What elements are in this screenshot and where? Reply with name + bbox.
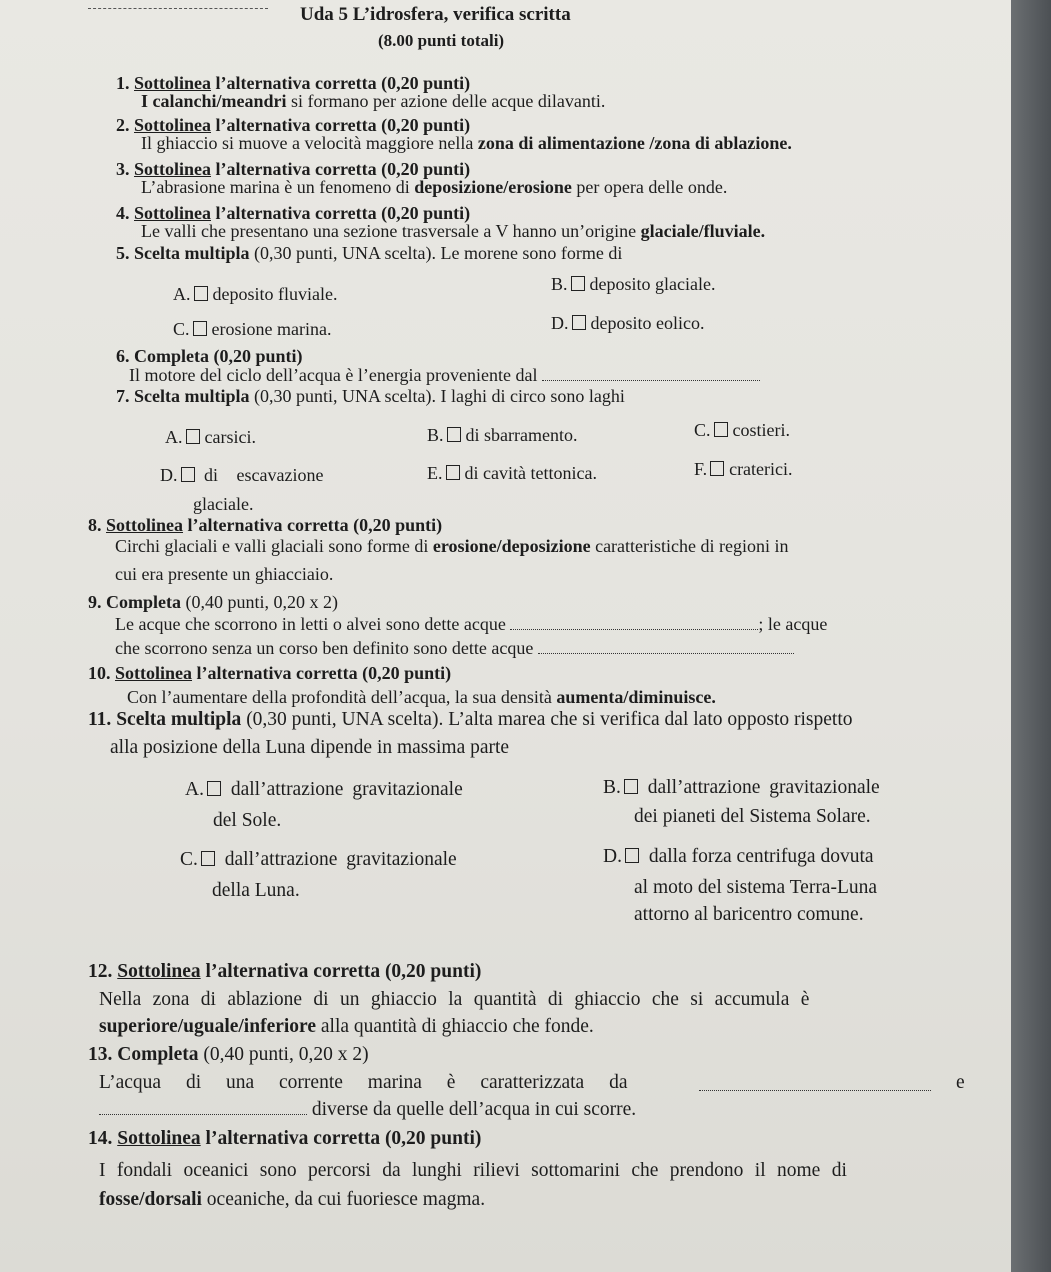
- q7-option-c[interactable]: C. costieri.: [694, 420, 790, 440]
- question-9-text-1: Le acque che scorrono in letti o alvei sono dette acque ; le acque: [115, 614, 828, 634]
- checkbox-icon[interactable]: [181, 467, 195, 482]
- q7-option-f[interactable]: F. craterici.: [694, 459, 793, 479]
- question-9-header: 9. Completa (0,40 punti, 0,20 x 2): [88, 592, 338, 612]
- q5-option-a[interactable]: A. deposito fluviale.: [173, 284, 338, 304]
- q11-option-c-cont: della Luna.: [212, 880, 300, 901]
- question-5-header: 5. Scelta multipla (0,30 punti, UNA scelta). Le morene sono forme di: [116, 243, 623, 263]
- background-edge: [1011, 0, 1051, 1272]
- q11-option-a[interactable]: A. dall’attrazione gravitazionale: [185, 779, 463, 800]
- question-14-text-2: fosse/dorsali oceaniche, da cui fuoriesce magma.: [99, 1189, 486, 1210]
- q7-option-d-cont: glaciale.: [193, 494, 254, 514]
- q7-option-a[interactable]: A. carsici.: [165, 427, 256, 447]
- question-1-text: I calanchi/meandri si formano per azione delle acque dilavanti.: [141, 91, 606, 111]
- q9-answer-blank-1[interactable]: [510, 615, 758, 630]
- question-8-text-1: Circhi glaciali e valli glaciali sono forme di erosione/deposizione caratteristiche di regioni in: [115, 536, 789, 556]
- q7-option-b[interactable]: B. di sbarramento.: [427, 425, 578, 445]
- question-14-text-1: I fondali oceanici sono percorsi da lunghi rilievi sottomarini che prendono il nome di: [99, 1160, 847, 1181]
- checkbox-icon[interactable]: [446, 465, 460, 480]
- top-rule: [88, 8, 268, 9]
- question-8-header: 8. Sottolinea l’alternativa corretta (0,20 punti): [88, 515, 443, 535]
- question-11-header: 11. Scelta multipla (0,30 punti, UNA scelta). L’alta marea che si verifica dal lato opposto rispetto: [88, 709, 853, 730]
- q11-option-d[interactable]: D. dalla forza centrifuga dovuta: [603, 846, 874, 867]
- question-12-header: 12. Sottolinea l’alternativa corretta (0,20 punti): [88, 961, 482, 982]
- question-4-header: 4. Sottolinea l’alternativa corretta (0,20 punti): [116, 203, 471, 223]
- checkbox-icon[interactable]: [186, 429, 200, 444]
- q11-option-d-cont-1: al moto del sistema Terra-Luna: [634, 877, 878, 898]
- question-12-text-1: Nella zona di ablazione di un ghiaccio la quantità di ghiaccio che si accumula è: [99, 989, 810, 1010]
- question-9-text-2: che scorrono senza un corso ben definito sono dette acque: [115, 637, 794, 659]
- q13-answer-blank-1[interactable]: [699, 1074, 931, 1096]
- question-6-header: 6. Completa (0,20 punti): [116, 346, 303, 366]
- q5-option-d[interactable]: D. deposito eolico.: [551, 313, 705, 333]
- question-11-text: alla posizione della Luna dipende in massima parte: [110, 737, 510, 758]
- checkbox-icon[interactable]: [193, 321, 207, 336]
- question-14-header: 14. Sottolinea l’alternativa corretta (0,20 punti): [88, 1128, 482, 1149]
- q11-option-b[interactable]: B. dall’attrazione gravitazionale: [603, 777, 880, 798]
- q13-answer-blank-2[interactable]: [99, 1100, 307, 1115]
- checkbox-icon[interactable]: [625, 848, 639, 863]
- question-2-text: Il ghiaccio si muove a velocità maggiore nella zona di alimentazione /zona di ablazione.: [141, 133, 792, 153]
- question-10-header: 10. Sottolinea l’alternativa corretta (0,20 punti): [88, 663, 452, 683]
- page-subtitle: (8.00 punti totali): [378, 31, 505, 50]
- page-title: Uda 5 L’idrosfera, verifica scritta: [300, 4, 571, 25]
- q11-option-b-cont: dei pianeti del Sistema Solare.: [634, 806, 871, 827]
- question-13-text-2: diverse da quelle dell’acqua in cui scorre.: [99, 1099, 636, 1121]
- q11-option-a-cont: del Sole.: [213, 810, 282, 831]
- q5-option-c[interactable]: C. erosione marina.: [173, 319, 332, 339]
- q11-option-d-cont-2: attorno al baricentro comune.: [634, 904, 864, 925]
- q5-option-b[interactable]: B. deposito glaciale.: [551, 274, 716, 294]
- question-1-header: 1. Sottolinea l’alternativa corretta (0,20 punti): [116, 73, 471, 93]
- question-2-header: 2. Sottolinea l’alternativa corretta (0,20 punti): [116, 115, 471, 135]
- checkbox-icon[interactable]: [194, 286, 208, 301]
- checkbox-icon[interactable]: [572, 315, 586, 330]
- checkbox-icon[interactable]: [201, 851, 215, 866]
- question-12-text-2: superiore/uguale/inferiore alla quantità di ghiaccio che fonde.: [99, 1016, 594, 1037]
- checkbox-icon[interactable]: [624, 779, 638, 794]
- question-10-text: Con l’aumentare della profondità dell’acqua, la sua densità aumenta/diminuisce.: [127, 687, 716, 707]
- question-13-text-1: L’acqua di una corrente marina è caratterizzata da: [99, 1072, 628, 1093]
- question-7-header: 7. Scelta multipla (0,30 punti, UNA scelta). I laghi di circo sono laghi: [116, 386, 625, 406]
- checkbox-icon[interactable]: [571, 276, 585, 291]
- q7-option-d[interactable]: D. di escavazione: [160, 465, 324, 485]
- question-13-header: 13. Completa (0,40 punti, 0,20 x 2): [88, 1044, 369, 1065]
- q7-option-e[interactable]: E. di cavità tettonica.: [427, 463, 597, 483]
- checkbox-icon[interactable]: [447, 427, 461, 442]
- question-6-text: Il motore del ciclo dell’acqua è l’energia proveniente dal: [129, 364, 760, 386]
- checkbox-icon[interactable]: [714, 422, 728, 437]
- checkbox-icon[interactable]: [207, 781, 221, 796]
- question-8-text-2: cui era presente un ghiacciaio.: [115, 564, 334, 584]
- question-3-header: 3. Sottolinea l’alternativa corretta (0,20 punti): [116, 159, 471, 179]
- q11-option-c[interactable]: C. dall’attrazione gravitazionale: [180, 849, 457, 870]
- question-13-conjunction: e: [956, 1072, 965, 1093]
- question-3-text: L’abrasione marina è un fenomeno di deposizione/erosione per opera delle onde.: [141, 177, 728, 197]
- checkbox-icon[interactable]: [710, 461, 724, 476]
- question-4-text: Le valli che presentano una sezione trasversale a V hanno un’origine glaciale/fluviale.: [141, 221, 766, 241]
- q6-answer-blank[interactable]: [542, 366, 760, 381]
- q9-answer-blank-2[interactable]: [538, 639, 794, 654]
